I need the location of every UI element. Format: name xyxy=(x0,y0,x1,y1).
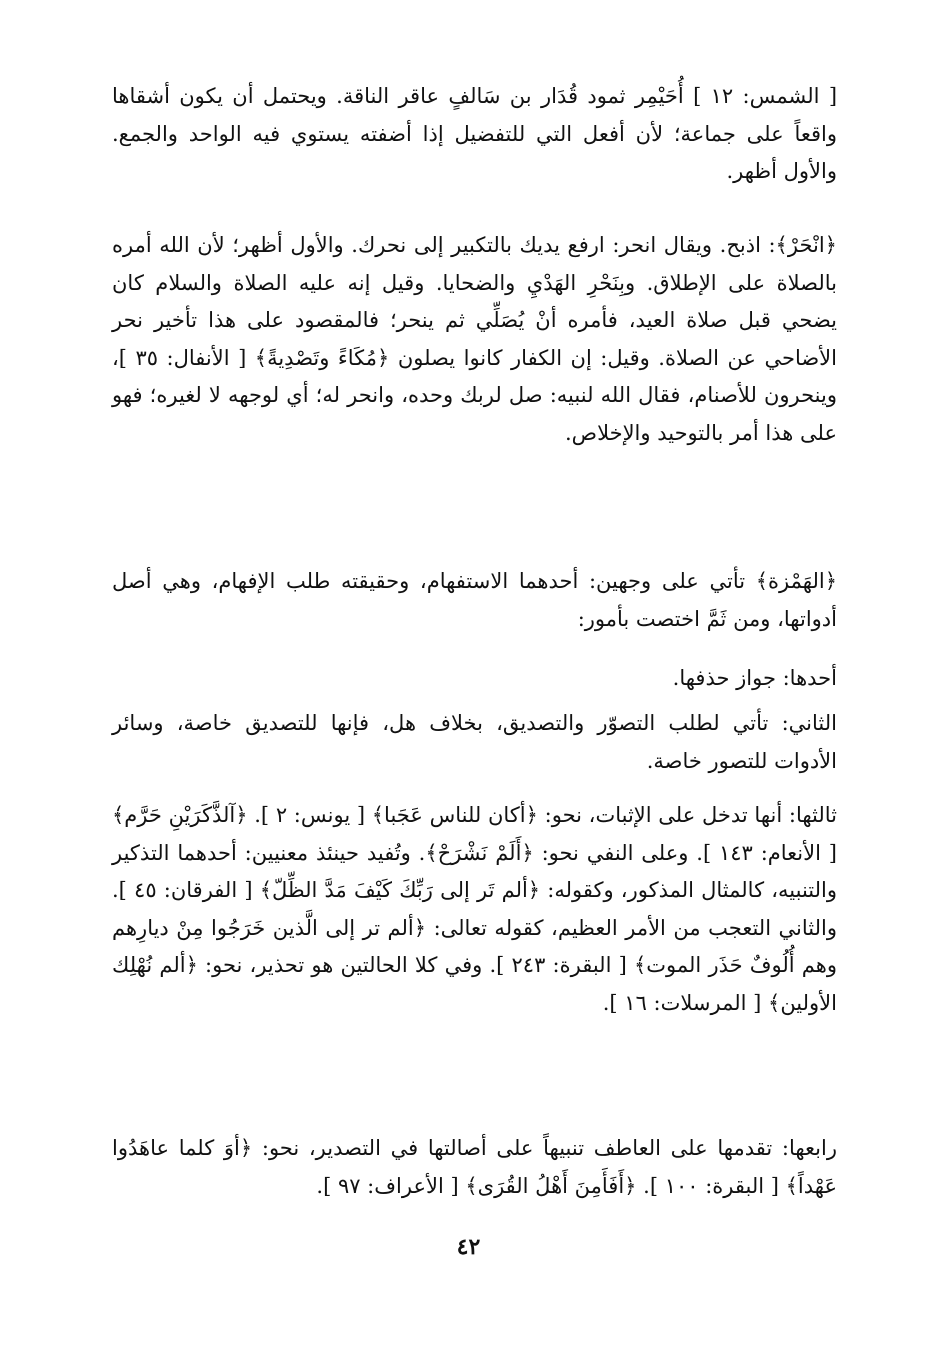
paragraph-inhar xyxy=(112,227,837,452)
paragraph-first-point xyxy=(112,660,837,698)
paragraph-text: ﴿انْحَرْ﴾: اذبح. ويقال انحر: ارفع يديك بالتكبير إلى نحرك. والأول أظهر؛ لأن الله أمره بالصلاة على الإطلاق. وبِنَحْرِ الهَدْيِ والضحايا. وقيل إنه عليه الصلاة والسلام كان يضحي قبل صلاة العيد، فأمره أنْ يُصَلِّي ثم ينحر؛ فالمقصود على هذا تأخير نحر الأضاحي عن الصلاة. وقيل: إن الكفار كانوا يصلون ﴿مُكَاءً وتَصْدِيةً﴾ [ الأنفال: ٣٥ ]، وينحرون للأصنام، فقال الله لنبيه: صل لربك وحده، وانحر له؛ أي لوجهه لا لغيره؛ فهو على هذا أمر بالتوحيد والإخلاص. xyxy=(112,233,837,445)
paragraph-shams-commentary xyxy=(112,78,837,191)
paragraph-text: [ الشمس: ١٢ ] أُحَيْمِر ثمود قُدَار بن سَالفٍ عاقر الناقة. ويحتمل أن يكون أشقاها واقعاً على جماعة؛ لأن أفعل التي للتفضيل إذا أضفته يستوي فيه الواحد والجمع. والأول أظهر. xyxy=(112,84,838,183)
page-number: ٤٢ xyxy=(456,1234,481,1260)
paragraph-third-point xyxy=(112,797,837,1022)
paragraph-text: رابعها: تقدمها على العاطف تنبيهاً على أصالتها في التصدير، نحو: ﴿أوَ كلما عاهَدُوا عَهْداً﴾ [ البقرة: ١٠٠ ]. ﴿أَفَأَمِنَ أَهْلُ القُرَى﴾ [ الأعراف: ٩٧ ]. xyxy=(112,1136,837,1198)
paragraph-text: ﴿الهَمْزة﴾ تأتي على وجهين: أحدهما الاستفهام، وحقيقته طلب الإفهام، وهي أصل أدواتها، ومن ثَمَّ اختصت بأمور: xyxy=(112,569,837,631)
paragraph-fourth-point xyxy=(112,1130,837,1205)
paragraph-text: أحدها: جواز حذفها. xyxy=(672,666,837,690)
paragraph-second-point xyxy=(112,705,837,780)
paragraph-text: ثالثها: أنها تدخل على الإثبات، نحو: ﴿أكان للناس عَجَبا﴾ [ يونس: ٢ ]. ﴿آلذَّكَرَيْنِ حَرَّم﴾ [ الأنعام: ١٤٣ ]. وعلى النفي نحو: ﴿أَلَمْ نَشْرَحْ﴾. وتُفيد حينئذ معنيين: أحدهما التذكير والتنبيه، كالمثال المذكور، وكقوله: ﴿ألم تَر إلى رَبِّكَ كَيْفَ مَدَّ الظِّلّ﴾ [ الفرقان: ٤٥ ]. والثاني التعجب من الأمر العظيم، كقوله تعالى: ﴿ألم تر إلى الَّذين خَرَجُوا مِنْ ديارِهم وهم أُلُوفٌ حَذَر الموت﴾ [ البقرة: ٢٤٣ ]. وفي كلا الحالتين هو تحذير، نحو: ﴿ألم نُهْلِك الأولين﴾ [ المرسلات: ١٦ ]. xyxy=(112,803,838,1015)
paragraph-text: الثاني: تأتي لطلب التصوّر والتصديق، بخلاف هل، فإنها للتصديق خاصة، وسائر الأدوات للتصور خاصة. xyxy=(112,711,837,773)
paragraph-hamza xyxy=(112,563,837,638)
